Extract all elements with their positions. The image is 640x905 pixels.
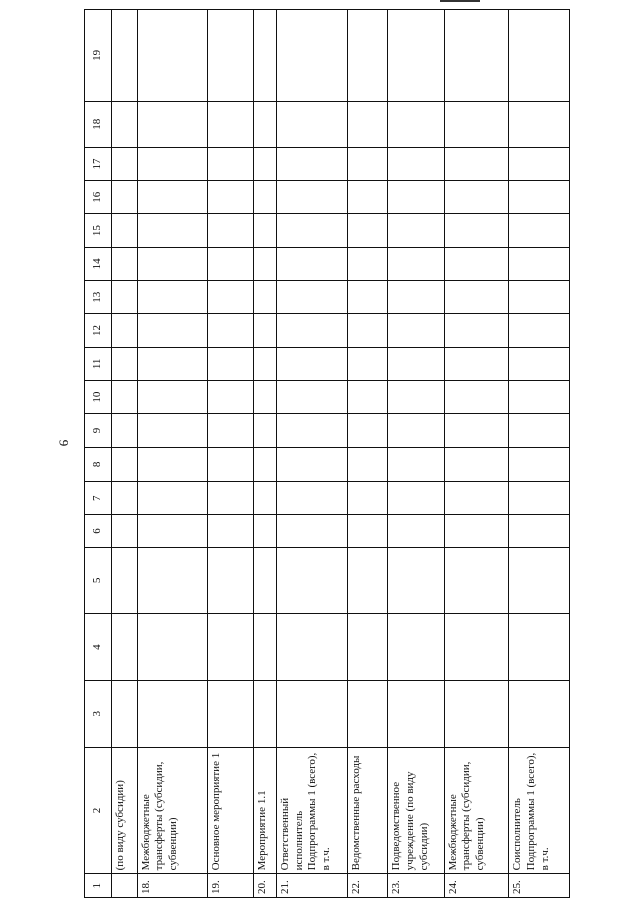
table-cell [347, 247, 387, 280]
table-row [509, 10, 570, 898]
table-cell [444, 281, 509, 314]
table-cell [388, 381, 445, 414]
table-cell [347, 214, 387, 247]
table-cell [388, 214, 445, 247]
table-cell [208, 447, 253, 481]
row-number: 23. [388, 874, 445, 898]
table-cell [208, 314, 253, 347]
table-cell [509, 447, 570, 481]
table-cell [388, 10, 445, 102]
column-header: 9 [85, 414, 112, 447]
table-cell [208, 515, 253, 547]
table-cell [444, 381, 509, 414]
row-name: Ответственный исполнитель Подпрограммы 1 (всего), в т.ч. [276, 747, 347, 874]
data-table [84, 9, 570, 898]
table-cell [509, 482, 570, 515]
table-cell [509, 147, 570, 180]
table-cell [444, 680, 509, 747]
table-cell [276, 447, 347, 481]
table-cell [208, 181, 253, 214]
row-name: Ведомственные расходы [347, 747, 387, 874]
column-header: 6 [85, 515, 112, 547]
table-cell [509, 247, 570, 280]
table-row [347, 10, 387, 898]
table-cell [444, 515, 509, 547]
table-cell [253, 347, 276, 380]
table-row [444, 10, 509, 898]
column-header: 14 [85, 247, 112, 280]
table-cell [444, 314, 509, 347]
table-row [253, 10, 276, 898]
table-cell [112, 347, 137, 380]
table-cell [112, 680, 137, 747]
row-name: (по виду субсидии) [112, 747, 137, 874]
table-cell [137, 147, 208, 180]
row-number: 19. [208, 874, 253, 898]
table-cell [276, 515, 347, 547]
table-cell [509, 515, 570, 547]
table-cell [509, 214, 570, 247]
table-cell [388, 515, 445, 547]
table-cell [137, 214, 208, 247]
column-header: 8 [85, 447, 112, 481]
table-cell [137, 10, 208, 102]
table-cell [137, 447, 208, 481]
table-cell [509, 414, 570, 447]
table-cell [276, 247, 347, 280]
table-cell [208, 247, 253, 280]
table-cell [509, 101, 570, 147]
table-cell [253, 614, 276, 681]
header-row [85, 10, 112, 898]
table-cell [388, 547, 445, 614]
row-name: Межбюджетные трансферты (субсидии, субвенции) [444, 747, 509, 874]
table-cell [509, 314, 570, 347]
table-cell [347, 547, 387, 614]
table-cell [112, 181, 137, 214]
row-name: Межбюджетные трансферты (субсидии, субвенции) [137, 747, 208, 874]
row-number: 25. [509, 874, 570, 898]
table-cell [347, 515, 387, 547]
table-cell [137, 547, 208, 614]
table-cell [112, 101, 137, 147]
table-cell [347, 347, 387, 380]
table-cell [276, 547, 347, 614]
table-cell [509, 181, 570, 214]
table-cell [347, 381, 387, 414]
table-cell [253, 680, 276, 747]
table-cell [388, 181, 445, 214]
row-number: 21. [276, 874, 347, 898]
table-cell [137, 347, 208, 380]
row-number: 20. [253, 874, 276, 898]
table-cell [276, 680, 347, 747]
row-number: 18. [137, 874, 208, 898]
column-header: 13 [85, 281, 112, 314]
table-cell [347, 101, 387, 147]
table-cell [112, 10, 137, 102]
table-cell [276, 347, 347, 380]
table-cell [444, 347, 509, 380]
column-header: 1 [85, 874, 112, 898]
table-cell [388, 347, 445, 380]
row-name: Основное мероприятие 1 [208, 747, 253, 874]
table-cell [253, 147, 276, 180]
table-cell [253, 281, 276, 314]
table-row [137, 10, 208, 898]
table-cell [444, 10, 509, 102]
scan-mark [440, 0, 480, 2]
table-cell [208, 547, 253, 614]
table-cell [208, 482, 253, 515]
table-cell [347, 147, 387, 180]
column-header: 17 [85, 147, 112, 180]
table-cell [509, 381, 570, 414]
table-cell [388, 281, 445, 314]
table-cell [137, 414, 208, 447]
table-cell [444, 414, 509, 447]
row-name: Мероприятие 1.1 [253, 747, 276, 874]
table-cell [276, 10, 347, 102]
table-cell [276, 414, 347, 447]
table-cell [112, 214, 137, 247]
table-cell [444, 447, 509, 481]
table-cell [112, 414, 137, 447]
table-row [276, 10, 347, 898]
table-cell [112, 147, 137, 180]
table-cell [208, 347, 253, 380]
table-cell [347, 414, 387, 447]
table-cell [253, 214, 276, 247]
table-cell [137, 101, 208, 147]
table-cell [276, 281, 347, 314]
table-cell [208, 281, 253, 314]
table-cell [112, 247, 137, 280]
table-cell [208, 680, 253, 747]
table-cell [208, 414, 253, 447]
table-cell [137, 247, 208, 280]
column-header: 3 [85, 680, 112, 747]
table-cell [137, 614, 208, 681]
table-cell [444, 247, 509, 280]
table-cell [388, 614, 445, 681]
table-cell [347, 314, 387, 347]
table-cell [276, 214, 347, 247]
table-cell [253, 101, 276, 147]
column-header: 15 [85, 214, 112, 247]
table-cell [208, 614, 253, 681]
column-header: 16 [85, 181, 112, 214]
table-row [388, 10, 445, 898]
table-row [208, 10, 253, 898]
table-cell [276, 101, 347, 147]
table-cell [444, 101, 509, 147]
table-cell [388, 247, 445, 280]
row-name: Соисполнитель Подпрограммы 1 (всего), в т.ч. [509, 747, 570, 874]
table-cell [208, 101, 253, 147]
table-cell [253, 447, 276, 481]
table-cell [388, 101, 445, 147]
table-cell [347, 482, 387, 515]
page-number: 9 [56, 439, 72, 447]
table-cell [347, 447, 387, 481]
table-cell [253, 515, 276, 547]
table-row [112, 10, 137, 898]
table-cell [112, 547, 137, 614]
table-cell [253, 247, 276, 280]
row-number: 24. [444, 874, 509, 898]
row-number: 22. [347, 874, 387, 898]
table-cell [253, 10, 276, 102]
table-cell [208, 10, 253, 102]
column-header: 2 [85, 747, 112, 874]
column-header: 11 [85, 347, 112, 380]
table-cell [208, 381, 253, 414]
table-cell [276, 147, 347, 180]
table-cell [276, 381, 347, 414]
column-header: 7 [85, 482, 112, 515]
row-number [112, 874, 137, 898]
table-cell [347, 614, 387, 681]
column-header: 10 [85, 381, 112, 414]
table-cell [444, 147, 509, 180]
table-cell [137, 314, 208, 347]
table-cell [137, 281, 208, 314]
table-cell [137, 381, 208, 414]
table-cell [253, 547, 276, 614]
table-cell [509, 10, 570, 102]
table-cell [112, 314, 137, 347]
table-cell [137, 515, 208, 547]
table-cell [444, 614, 509, 681]
table-cell [253, 381, 276, 414]
table-cell [112, 614, 137, 681]
table-frame [84, 9, 570, 898]
table-cell [509, 680, 570, 747]
table-cell [509, 281, 570, 314]
column-header: 4 [85, 614, 112, 681]
table-cell [253, 414, 276, 447]
table-cell [347, 680, 387, 747]
table-cell [388, 414, 445, 447]
column-header: 12 [85, 314, 112, 347]
table-cell [253, 181, 276, 214]
table-cell [388, 147, 445, 180]
table-cell [444, 181, 509, 214]
table-cell [253, 482, 276, 515]
column-header: 19 [85, 10, 112, 102]
table-cell [276, 614, 347, 681]
table-cell [137, 680, 208, 747]
table-cell [137, 482, 208, 515]
table-cell [509, 614, 570, 681]
table-cell [208, 214, 253, 247]
table-cell [444, 482, 509, 515]
table-cell [444, 547, 509, 614]
table-cell [347, 181, 387, 214]
table-cell [444, 214, 509, 247]
table-cell [208, 147, 253, 180]
table-cell [276, 314, 347, 347]
column-header: 18 [85, 101, 112, 147]
table-cell [112, 281, 137, 314]
table-cell [112, 447, 137, 481]
table-cell [388, 680, 445, 747]
row-name: Подведомственное учреждение (по виду субсидии) [388, 747, 445, 874]
table-cell [137, 181, 208, 214]
table-cell [347, 281, 387, 314]
table-cell [112, 515, 137, 547]
table-cell [388, 314, 445, 347]
table-cell [112, 381, 137, 414]
table-cell [388, 447, 445, 481]
table-cell [276, 482, 347, 515]
table-cell [347, 10, 387, 102]
table-cell [253, 314, 276, 347]
table-cell [112, 482, 137, 515]
table-cell [388, 482, 445, 515]
table-cell [276, 181, 347, 214]
column-header: 5 [85, 547, 112, 614]
table-cell [509, 347, 570, 380]
table-cell [509, 547, 570, 614]
